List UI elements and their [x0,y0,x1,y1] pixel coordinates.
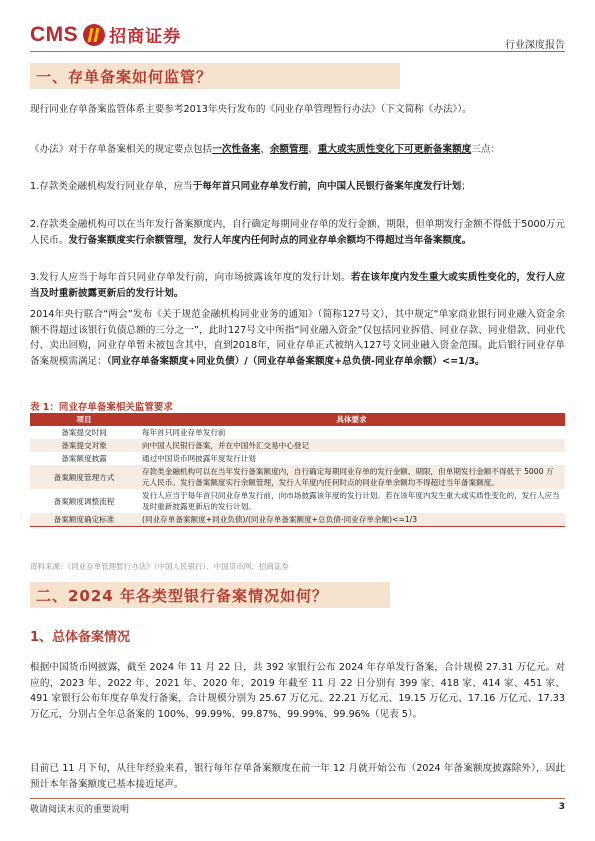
table-cell-item: 备案提交对象 [30,439,138,452]
footer-disclaimer: 敬请阅读末页的重要说明 [30,805,130,815]
section-2-title-text: 二、2024 年各类型银行备案情况如何？ [36,586,328,605]
rule-2-emphasis: 发行备案额度实行余额管理，发行人年度内任何时点的同业存单余额均不得超过当年备案额度。 [68,234,472,246]
table-cell-requirement: 存款类金融机构可以在当年发行备案额度内，自行确定每期同业存单的发行金额、期限，但单期发行金额不得低于 5000 万元人民币。发行备案额度实行余额管理，发行人年度内任何时点的同业存单余额均不得超过当年备案额度。 [138,465,565,489]
page-number: 3 [558,802,565,812]
table-cell-requirement: 通过中国货币网披露年度发行计划 [142,454,256,463]
subsection-overall-filing-title: 1、总体备案情况 [30,630,131,645]
table-cell-requirement: 每年首只同业存单发行前 [142,428,226,437]
table-row [30,426,565,439]
table-cell-item: 备案额度管理方式 [30,465,138,489]
key-point-one-time-filing: 一次性备案 [212,144,261,155]
key-point-balance-management: 余额管理 [269,144,309,155]
document-127-text: 2014年央行联合“两会”发布《关于规范金融机构同业业务的通知》（简称127号文），其中规定“单家商业银行同业融入资金余额不得超过该银行负债总额的三分之一”，此时127号文中所指“同业融入资金”仅包括同业拆借、同业存款、同业借款、同业代付、卖出回购，同业存单暂未被包含其中，直到2018年，同业存单正式被纳入127号文同业融入资金范围。此后银行同业存单备案规模需满足： [30,309,565,367]
table-cell-requirement: (同业存单备案额度+同业负债)/(同业存单备案额度+总负债-同业存单余额)<=1/3 [138,513,565,527]
regulation-table [30,413,565,527]
logo-text: CMS [30,22,79,46]
table-cell-item: 备案提交时间 [61,428,107,437]
column-header-item: 项目 [30,413,138,426]
paragraph-rule-2 [30,217,565,248]
paragraph-filing-outlook: 目前已 11 月下旬，从往年经验来看，银行每年存单备案额度在前一年 12 月就开始公布（2024 年备案额度披露除外），因此预计本年备案额度已基本接近尾声。 [30,763,565,790]
rule-1-end: ； [461,181,471,192]
paragraph-key-points [30,142,565,158]
table-1-title: 表 1：同业存单备案相关监管要求 [30,402,173,413]
table-cell-item: 备案额度披露 [61,454,107,463]
table-row [30,489,565,513]
section-1-title-text: 一、存单备案如何监管？ [36,67,213,86]
header-divider [30,51,565,52]
section-2-title [30,582,390,608]
key-points-tail: 三点： [471,144,501,155]
cms-logo [30,22,181,47]
key-points-lead: 《办法》对于存单备案相关的规定要点包括 [30,144,213,155]
logo-chinese-name: 招商证券 [109,27,182,47]
paragraph-127-document [30,307,565,369]
table-cell-item: 备案额度确定标准 [30,513,138,527]
table-source-note: 资料来源：《同业存单管理暂行办法》（中国人民银行）、中国货币网、招商证券 [30,562,289,571]
rule-1-text: 1.存款类金融机构发行同业存单，应当 [30,181,193,192]
report-type: 行业深度报告 [505,40,565,51]
page-header [0,0,595,52]
table-cell-requirement: 向中国人民银行备案，并在中国外汇交易中心登记 [138,439,565,452]
rule-3-emphasis: 若在该年度内发生重大或实质性变化的，发行人应当及时重新披露更新后的发行计划。 [30,272,566,299]
rule-3-text: 3.发行人应当于每年首只同业存单发行前，向市场披露该年度的发行计划。 [30,272,351,283]
key-point-quota-update: 重大或实质性变化下可更新备案额度 [317,144,472,155]
logo-emblem-icon [83,24,105,46]
footer-divider [30,798,565,799]
paragraph-rule-1 [30,179,565,195]
key-points-sep-1: 、 [260,144,270,155]
rule-1-emphasis: 于每年首只同业存单发行前，向中国人民银行备案年度发行计划 [192,181,462,192]
table-cell-item: 备案额度调整流程 [53,496,115,506]
column-header-requirement: 具体要求 [138,413,565,426]
paragraph-rule-3 [30,270,565,301]
table-row [30,452,565,465]
paragraph-filing-stats: 根据中国货币网披露，截至 2024 年 11 月 22 日，共 392 家银行公布 2024 年存单发行备案，合计规模 27.31 万亿元。对应的，2023 年、2022 年、2021 年、2020 年、2019 年截至 11 月 22 日分别有 399 家、418 家、414 家、451 家、491 家银行公布年度存单发行备案，合计规模分别为 25.67 万亿元、22.21 万亿元、19.15 万亿元、17.16 万亿元、17.33 万亿元，分别占全年总备案的 100%、99.99%、99.87%、99.99%、99.96%（见表 5）。 [30,662,565,720]
table-header-row [30,413,565,426]
table-row [30,465,565,489]
table-row [30,513,565,527]
table-cell-requirement: 发行人应当于每年首只同业存单发行前，向市场披露该年度的发行计划。若在该年度内发生重大或实质性变化的，发行人应当及时重新披露更新后的发行计划。 [142,491,560,511]
table-row [30,439,565,452]
section-1-title [30,63,400,89]
filing-formula: （同业存单备案额度+同业负债）/（同业存单备案额度+总负债-同业存单余额）<=1/3。 [106,355,485,367]
key-points-sep-2: 、 [308,144,318,155]
paragraph-intro: 现行同业存单备案监管体系主要参考2013年央行发布的《同业存单管理暂行办法》（下文简称《办法》）。 [30,104,472,115]
rule-2-text: 2.存款类金融机构可以在当年发行备案额度内，自行确定每期同业存单的发行金额、期限，但单期发行金额不得低于5000万元人民币。 [30,219,565,246]
